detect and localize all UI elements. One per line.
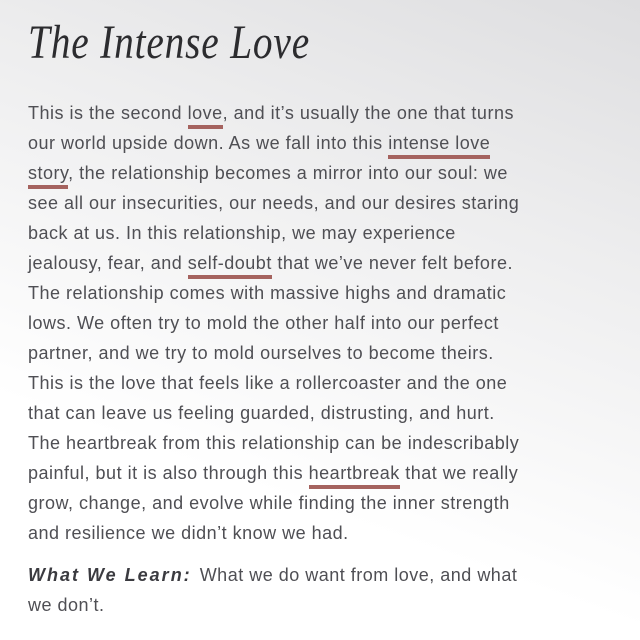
paragraph-line [28,308,612,338]
page-title: The Intense Love [28,16,311,69]
paragraph-line [28,368,612,398]
text-segment: , the relationship becomes a mirror into our soul: we [68,163,508,183]
takeaway-text: What we do want from love, and what [199,565,518,585]
underlined-phrase: heartbreak [309,463,400,489]
takeaway-line: we don’t. [28,595,105,615]
text-segment: back at us. In this relationship, we may experience [28,223,456,243]
text-segment: that we’ve never felt before. [271,253,513,273]
text-segment: , and it’s usually the one that turns [222,103,514,123]
text-segment: lows. We often try to mold the other half into our perfect [28,313,499,333]
paragraph-line [28,188,612,218]
paragraph-line [28,458,612,488]
paragraph-line [28,428,612,458]
text-segment: our world upside down. As we fall into this [28,133,389,153]
text-segment: The relationship comes with massive highs and dramatic [28,283,507,303]
text-segment: partner, and we try to mold ourselves to become theirs. [28,343,494,363]
text-segment: painful, but it is also through this [28,463,309,483]
text-segment: and resilience we didn’t know we had. [28,523,349,543]
text-segment: grow, change, and evolve while finding the inner strength [28,493,510,513]
paragraph-line [28,98,612,128]
body-paragraph [28,98,612,548]
paragraph-line [28,128,612,158]
takeaway-line [28,560,612,590]
text-segment: jealousy, fear, and [28,253,188,273]
paragraph-line [28,248,612,278]
text-segment: The heartbreak from this relationship can be indescribably [28,433,520,453]
underlined-phrase: story [28,163,68,189]
paragraph-line [28,518,612,548]
text-segment: This is the second [28,103,188,123]
underlined-phrase: intense love [388,133,490,159]
text-segment: that we really [399,463,519,483]
underlined-phrase: love [188,103,223,129]
text-segment: see all our insecurities, our needs, and our desires staring [28,193,520,213]
paragraph-line [28,278,612,308]
paragraph-line [28,338,612,368]
underlined-phrase: self-doubt [188,253,272,279]
paragraph-line [28,218,612,248]
takeaway-section [28,560,612,620]
paragraph-line [28,158,612,188]
text-segment: that can leave us feeling guarded, distrusting, and hurt. [28,403,495,423]
text-segment: This is the love that feels like a rollercoaster and the one [28,373,508,393]
paragraph-line [28,488,612,518]
paragraph-line [28,398,612,428]
takeaway-label: What We Learn: [28,565,192,585]
